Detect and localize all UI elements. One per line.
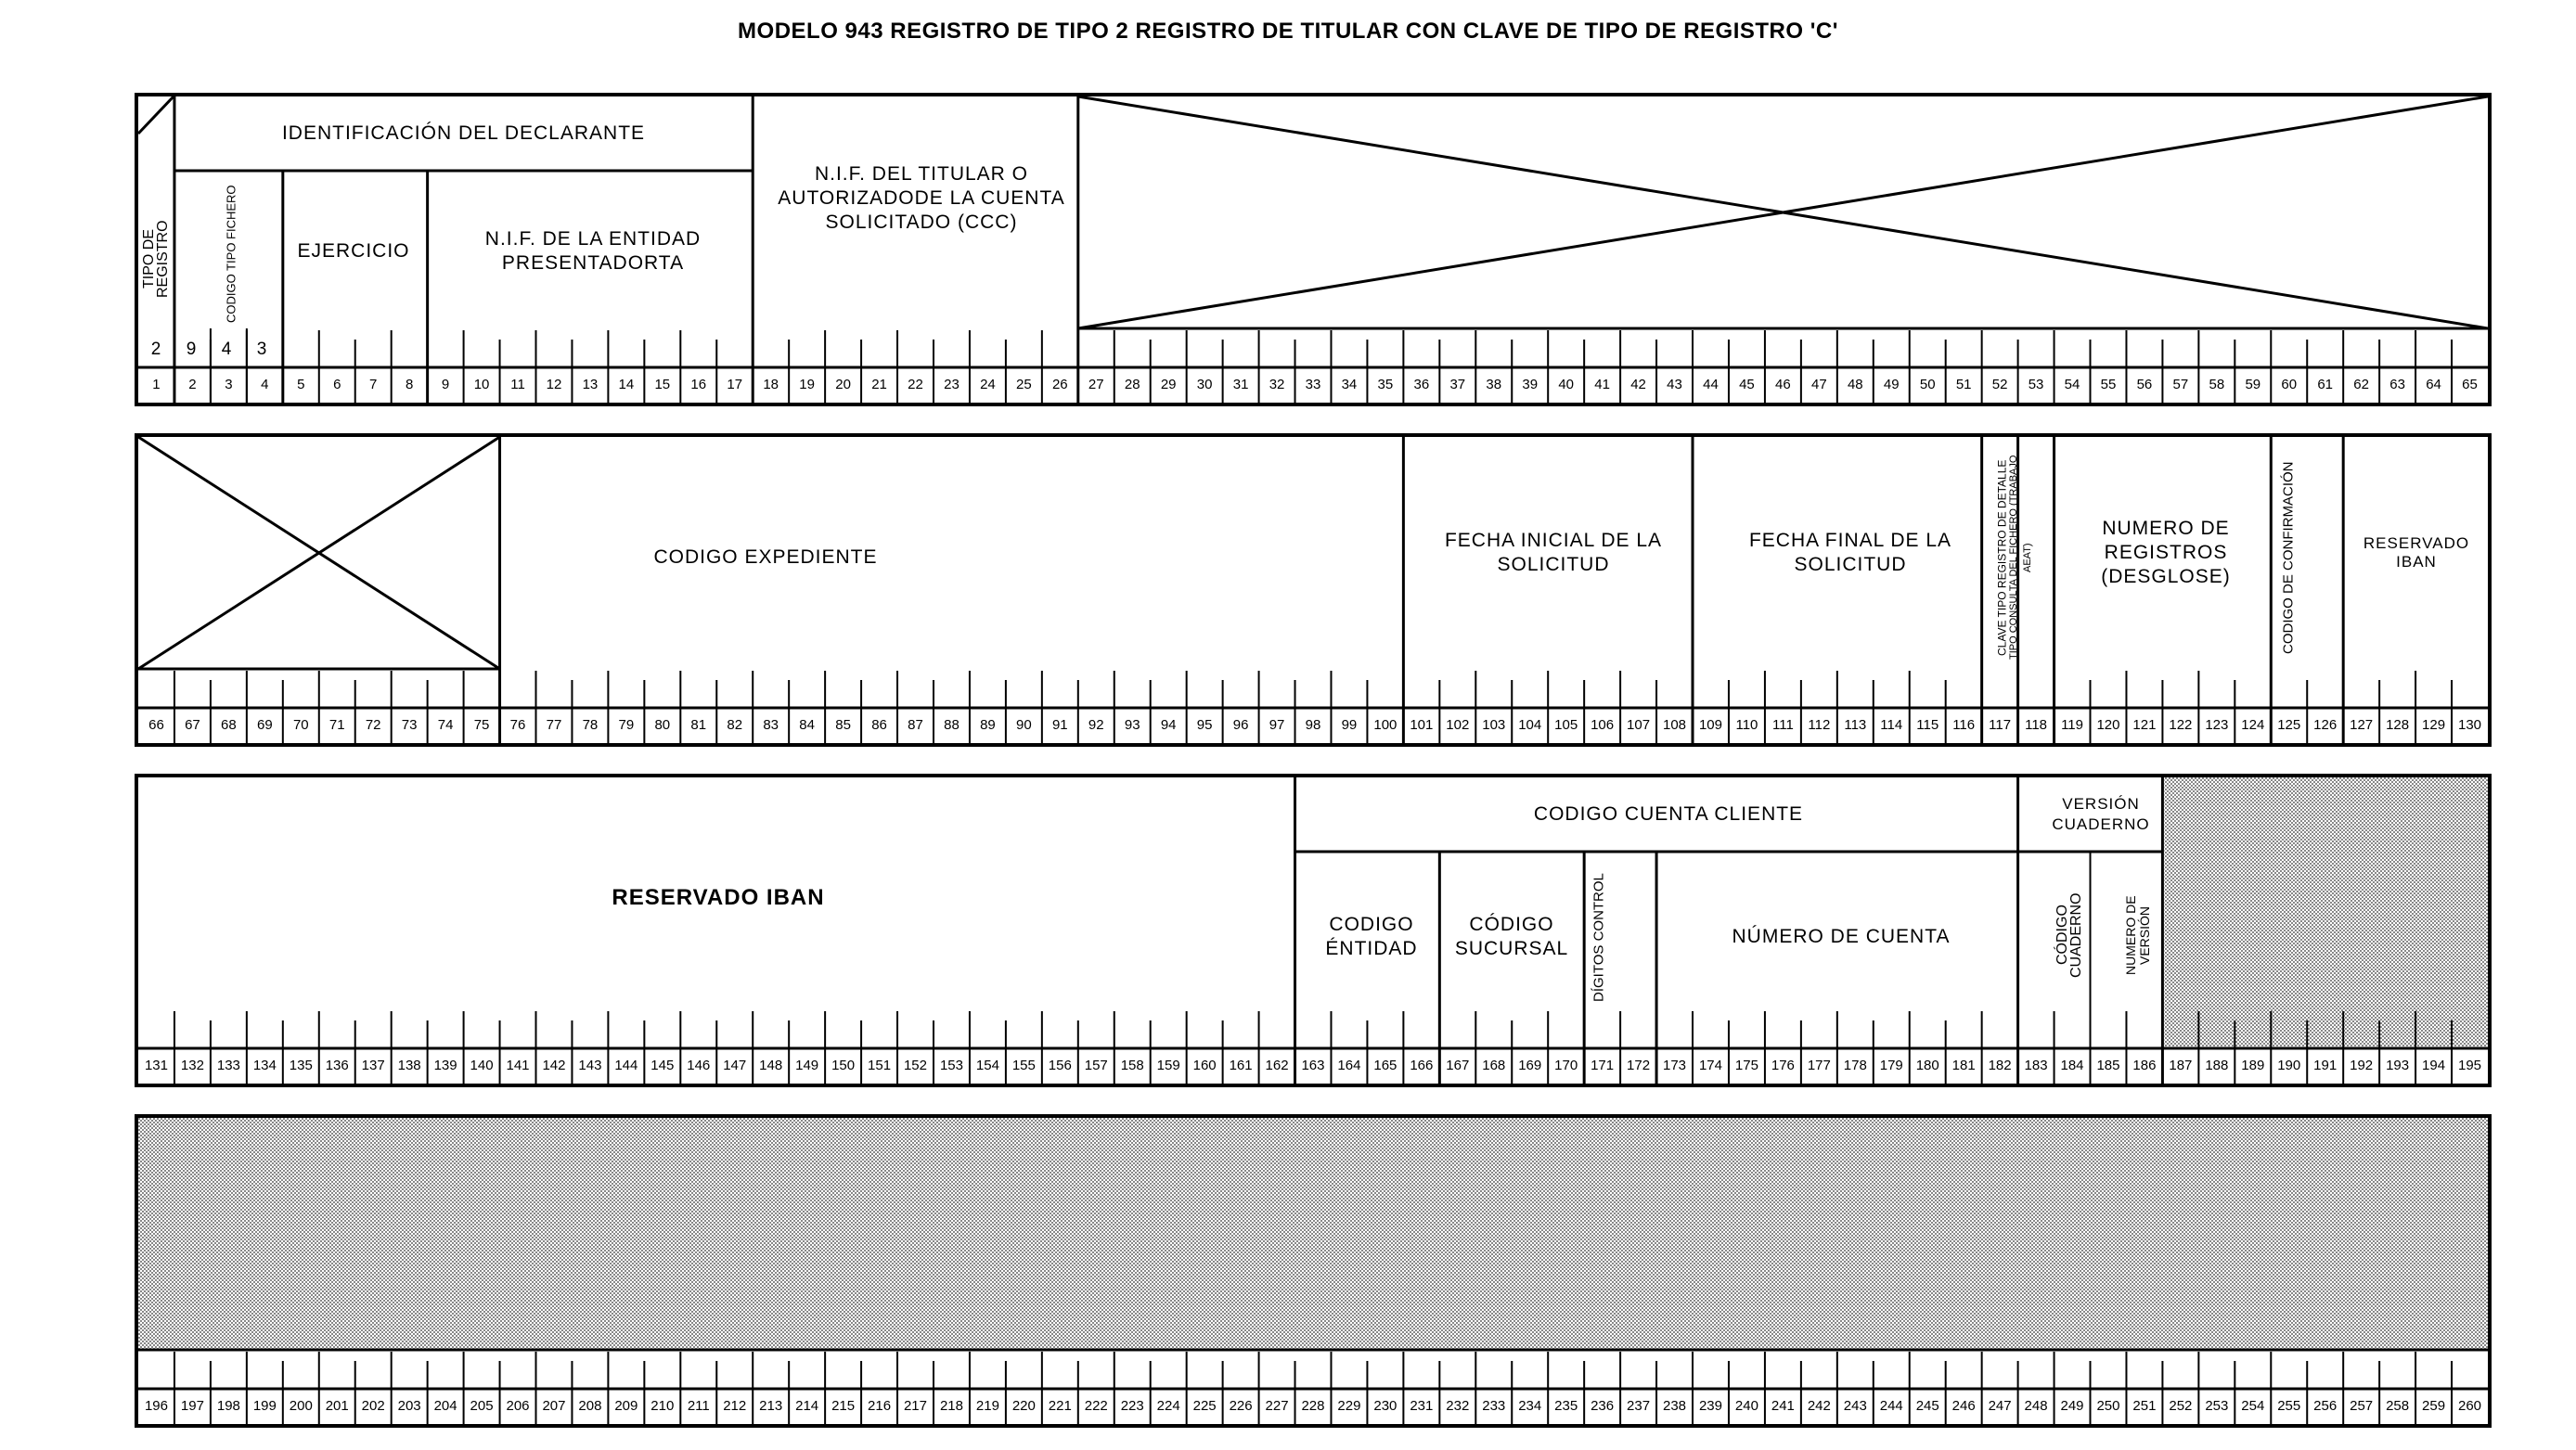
position-number: 257: [2350, 1398, 2374, 1414]
position-number: 136: [325, 1058, 349, 1073]
position-number: 189: [2241, 1058, 2265, 1073]
position-number: 154: [975, 1058, 999, 1073]
version-cuaderno-label: VERSIÓN CUADERNO: [2052, 795, 2150, 833]
position-number: 199: [252, 1398, 277, 1414]
position-number: 103: [1482, 717, 1506, 733]
numero-cuenta-label: NÚMERO DE CUENTA: [1732, 926, 1951, 947]
position-number: 50: [1919, 377, 1936, 392]
fecha-final-label: FECHA FINAL DE LA SOLICITUD: [1748, 530, 1952, 575]
position-number: 33: [1305, 377, 1321, 392]
position-number: 84: [799, 717, 815, 733]
digitos-control-label: DÍGITOS CONTROL: [1591, 873, 1607, 1002]
position-number: 61: [2317, 377, 2334, 392]
position-number: 111: [1771, 717, 1794, 733]
position-number: 253: [2205, 1398, 2229, 1414]
position-number: 114: [1880, 717, 1903, 733]
position-number: 127: [2350, 717, 2374, 733]
position-number: 51: [1955, 377, 1972, 392]
position-number: 219: [975, 1398, 999, 1414]
numero-version-label: NUMERO DE VERSIÓN: [2123, 895, 2152, 975]
position-number: 126: [2313, 717, 2338, 733]
position-number: 225: [1192, 1398, 1217, 1414]
position-number: 256: [2313, 1398, 2338, 1414]
position-number: 106: [1591, 717, 1615, 733]
position-number: 146: [687, 1058, 711, 1073]
position-number: 101: [1410, 717, 1434, 733]
position-number: 74: [437, 717, 454, 733]
position-number: 164: [1337, 1058, 1361, 1073]
position-number: 99: [1341, 717, 1358, 733]
position-number: 41: [1594, 377, 1610, 392]
position-number: 119: [2061, 717, 2083, 733]
position-number: 21: [871, 377, 887, 392]
position-number: 27: [1088, 377, 1104, 392]
position-number: 96: [1232, 717, 1249, 733]
position-number: 182: [1988, 1058, 2012, 1073]
position-number: 7: [369, 377, 378, 392]
position-number: 80: [654, 717, 671, 733]
position-number: 19: [799, 377, 815, 392]
position-number: 11: [510, 377, 525, 392]
page-title: MODELO 943 REGISTRO DE TIPO 2 REGISTRO DE TITULAR CON CLAVE DE TIPO DE REGISTRO 'C': [738, 19, 1838, 44]
position-number: 165: [1373, 1058, 1397, 1073]
position-number: 107: [1627, 717, 1651, 733]
position-number: 242: [1807, 1398, 1831, 1414]
position-number: 44: [1703, 377, 1719, 392]
position-number: 229: [1337, 1398, 1361, 1414]
position-number: 178: [1843, 1058, 1867, 1073]
position-number: 212: [723, 1398, 747, 1414]
position-number: 105: [1554, 717, 1578, 733]
position-number: 255: [2277, 1398, 2301, 1414]
position-number: 132: [180, 1058, 204, 1073]
fecha-inicial-label: FECHA INICIAL DE LA SOLICITUD: [1444, 530, 1663, 575]
position-number: 16: [690, 377, 707, 392]
position-number: 39: [1522, 377, 1539, 392]
position-number: 149: [795, 1058, 819, 1073]
position-number: 193: [2386, 1058, 2410, 1073]
position-number: 237: [1627, 1398, 1651, 1414]
position-number: 60: [2281, 377, 2298, 392]
position-number: 8: [405, 377, 414, 392]
position-number: 68: [221, 717, 237, 733]
position-number: 81: [690, 717, 707, 733]
position-number: 22: [908, 377, 923, 392]
position-number: 227: [1265, 1398, 1289, 1414]
position-number: 166: [1410, 1058, 1434, 1073]
position-number: 251: [2132, 1398, 2157, 1414]
position-number: 86: [871, 717, 887, 733]
position-number: 31: [1232, 377, 1249, 392]
position-number: 10: [473, 377, 490, 392]
position-number: 85: [835, 717, 851, 733]
position-number: 144: [614, 1058, 638, 1073]
position-number: 57: [2172, 377, 2189, 392]
position-number: 78: [582, 717, 599, 733]
position-number: 211: [687, 1398, 710, 1414]
position-number: 34: [1341, 377, 1358, 392]
position-number: 171: [1591, 1058, 1615, 1073]
position-number: 15: [654, 377, 671, 392]
position-number: 20: [835, 377, 851, 392]
position-number: 167: [1446, 1058, 1470, 1073]
position-number: 248: [2024, 1398, 2048, 1414]
position-number: 214: [795, 1398, 819, 1414]
position-number: 112: [1808, 717, 1831, 733]
position-number: 218: [939, 1398, 963, 1414]
position-number: 38: [1486, 377, 1502, 392]
position-number: 104: [1518, 717, 1542, 733]
position-number: 2: [188, 377, 197, 392]
position-number: 91: [1051, 717, 1068, 733]
position-number: 113: [1844, 717, 1867, 733]
codigo-tipo-fichero-label: CODIGO TIPO FICHERO: [224, 185, 238, 324]
record-row-4: [135, 1114, 2492, 1428]
position-number: 133: [216, 1058, 240, 1073]
position-number: 259: [2422, 1398, 2446, 1414]
position-number: 102: [1446, 717, 1470, 733]
position-number: 72: [365, 717, 381, 733]
position-number: 203: [397, 1398, 421, 1414]
position-number: 208: [578, 1398, 602, 1414]
position-number: 156: [1048, 1058, 1072, 1073]
position-number: 76: [509, 717, 526, 733]
position-number: 14: [618, 377, 635, 392]
position-number: 181: [1951, 1058, 1976, 1073]
codigo-confirmacion-label: CODIGO DE CONFIRMACIÓN: [2280, 461, 2297, 654]
position-number: 220: [1011, 1398, 1036, 1414]
position-number: 5: [297, 377, 305, 392]
codigo-entidad-label: CODIGO ÉNTIDAD: [1325, 914, 1418, 959]
codigo-expediente-label: CODIGO EXPEDIENTE: [653, 546, 878, 568]
position-number: 43: [1667, 377, 1682, 392]
position-number: 190: [2277, 1058, 2301, 1073]
position-number: 213: [759, 1398, 783, 1414]
ejercicio-label: EJERCICIO: [297, 240, 410, 262]
position-number: 35: [1377, 377, 1394, 392]
position-number: 4: [261, 377, 269, 392]
position-number: 29: [1160, 377, 1177, 392]
position-number: 173: [1663, 1058, 1687, 1073]
position-number: 200: [289, 1398, 313, 1414]
position-number: 191: [2313, 1058, 2338, 1073]
position-number: 66: [148, 717, 164, 733]
position-number: 185: [2096, 1058, 2120, 1073]
position-number: 54: [2064, 377, 2080, 392]
position-number: 247: [1988, 1398, 2012, 1414]
position-number: 42: [1630, 377, 1646, 392]
position-number: 186: [2132, 1058, 2157, 1073]
position-number: 210: [650, 1398, 675, 1414]
nif-entidad-label: N.I.F. DE LA ENTIDAD PRESENTADORTA: [484, 228, 702, 274]
position-number: 195: [2457, 1058, 2482, 1073]
position-number: 87: [908, 717, 923, 733]
position-number: 109: [1698, 717, 1722, 733]
position-number: 230: [1373, 1398, 1397, 1414]
position-number: 98: [1305, 717, 1321, 733]
position-number: 231: [1410, 1398, 1434, 1414]
position-number: 258: [2386, 1398, 2410, 1414]
position-number: 157: [1084, 1058, 1108, 1073]
position-number: 24: [980, 377, 996, 392]
position-number: 222: [1084, 1398, 1108, 1414]
position-number: 235: [1554, 1398, 1578, 1414]
position-number: 172: [1627, 1058, 1651, 1073]
position-number: 36: [1413, 377, 1430, 392]
position-number: 174: [1698, 1058, 1722, 1073]
position-number: 217: [903, 1398, 927, 1414]
grid-line: [138, 96, 174, 134]
position-number: 67: [185, 717, 200, 733]
position-number: 135: [289, 1058, 313, 1073]
position-number: 70: [292, 717, 309, 733]
position-number: 159: [1156, 1058, 1180, 1073]
position-number: 47: [1811, 377, 1827, 392]
position-number: 49: [1883, 377, 1900, 392]
position-number: 250: [2096, 1398, 2120, 1414]
position-number: 236: [1591, 1398, 1615, 1414]
position-number: 32: [1269, 377, 1285, 392]
position-number: 241: [1771, 1398, 1795, 1414]
position-number: 177: [1807, 1058, 1831, 1073]
position-number: 65: [2462, 377, 2478, 392]
shaded-area: [2164, 777, 2488, 1046]
nif-titular-label: N.I.F. DEL TITULAR O AUTORIZADODE LA CUENTA SOLICITADO (CCC): [778, 163, 1065, 233]
position-number: 176: [1771, 1058, 1795, 1073]
position-number: 160: [1192, 1058, 1217, 1073]
position-number: 121: [2132, 717, 2157, 733]
position-number: 239: [1698, 1398, 1722, 1414]
record-row-2: [135, 433, 2492, 747]
position-number: 95: [1196, 717, 1213, 733]
position-number: 117: [1989, 717, 2012, 733]
position-number: 243: [1843, 1398, 1867, 1414]
position-number: 69: [256, 717, 273, 733]
position-number: 221: [1048, 1398, 1072, 1414]
position-number: 205: [470, 1398, 494, 1414]
position-number: 18: [763, 377, 779, 392]
fixed-digit-4: 4: [221, 340, 232, 359]
position-number: 143: [578, 1058, 602, 1073]
position-number: 246: [1951, 1398, 1976, 1414]
position-number: 120: [2096, 717, 2120, 733]
position-number: 148: [759, 1058, 783, 1073]
position-number: 234: [1518, 1398, 1542, 1414]
position-number: 37: [1449, 377, 1466, 392]
position-number: 138: [397, 1058, 421, 1073]
position-number: 73: [401, 717, 418, 733]
position-number: 88: [944, 717, 960, 733]
identificacion-declarante-label: IDENTIFICACIÓN DEL DECLARANTE: [281, 122, 646, 144]
position-number: 206: [506, 1398, 530, 1414]
position-number: 147: [723, 1058, 747, 1073]
position-number: 25: [1016, 377, 1032, 392]
position-number: 58: [2209, 377, 2225, 392]
fixed-digit-9: 9: [186, 340, 197, 359]
position-number: 53: [2028, 377, 2044, 392]
position-number: 162: [1265, 1058, 1289, 1073]
position-number: 9: [441, 377, 450, 392]
position-number: 129: [2422, 717, 2446, 733]
position-number: 161: [1229, 1058, 1253, 1073]
position-number: 52: [1991, 377, 2008, 392]
tipo-registro-label: TIPO DE REGISTRO: [141, 220, 171, 298]
position-number: 163: [1301, 1058, 1325, 1073]
position-number: 64: [2426, 377, 2441, 392]
position-number: 155: [1011, 1058, 1036, 1073]
position-number: 97: [1269, 717, 1285, 733]
position-number: 141: [506, 1058, 530, 1073]
position-number: 48: [1847, 377, 1863, 392]
position-number: 226: [1229, 1398, 1253, 1414]
position-number: 244: [1879, 1398, 1903, 1414]
position-number: 110: [1735, 717, 1758, 733]
position-number: 168: [1482, 1058, 1506, 1073]
position-number: 128: [2386, 717, 2410, 733]
position-number: 131: [144, 1058, 168, 1073]
position-number: 116: [1952, 717, 1976, 733]
position-number: 28: [1124, 377, 1140, 392]
position-number: 183: [2024, 1058, 2048, 1073]
position-number: 13: [582, 377, 599, 392]
position-number: 224: [1156, 1398, 1180, 1414]
position-number: 202: [361, 1398, 385, 1414]
codigo-cuenta-cliente-label: CODIGO CUENTA CLIENTE: [1533, 803, 1804, 825]
position-number: 180: [1915, 1058, 1939, 1073]
position-number: 201: [325, 1398, 349, 1414]
position-number: 46: [1775, 377, 1791, 392]
position-number: 240: [1734, 1398, 1758, 1414]
position-number: 223: [1120, 1398, 1144, 1414]
record-row-1: [135, 93, 2492, 406]
position-number: 179: [1879, 1058, 1903, 1073]
position-number: 40: [1558, 377, 1574, 392]
position-number: 1: [152, 377, 161, 392]
position-number: 184: [2060, 1058, 2084, 1073]
position-number: 92: [1088, 717, 1104, 733]
position-number: 108: [1663, 717, 1687, 733]
position-number: 17: [727, 377, 743, 392]
position-number: 6: [333, 377, 341, 392]
position-number: 158: [1120, 1058, 1144, 1073]
position-number: 198: [216, 1398, 240, 1414]
position-number: 75: [473, 717, 490, 733]
position-number: 45: [1739, 377, 1755, 392]
shaded-area: [138, 1118, 2488, 1350]
position-number: 62: [2353, 377, 2369, 392]
position-number: 152: [903, 1058, 927, 1073]
position-number: 123: [2205, 717, 2229, 733]
position-number: 140: [470, 1058, 494, 1073]
position-number: 59: [2245, 377, 2261, 392]
position-number: 93: [1124, 717, 1140, 733]
position-number: 249: [2060, 1398, 2084, 1414]
tipo-consulta-label: TIPO CONSULTA DEL FICHERO (TRABAJO AEAT): [2008, 455, 2033, 661]
position-number: 77: [546, 717, 562, 733]
position-number: 153: [939, 1058, 963, 1073]
row-4-lines: [138, 1118, 2488, 1424]
position-number: 254: [2241, 1398, 2265, 1414]
position-number: 260: [2457, 1398, 2482, 1414]
position-number: 196: [144, 1398, 168, 1414]
position-number: 137: [361, 1058, 385, 1073]
fixed-digit-2: 2: [150, 340, 161, 359]
reservado-iban-label-row2: RESERVADO IBAN: [2363, 534, 2470, 571]
codigo-cuaderno-label: CÓDIGO CUADERNO: [2054, 892, 2084, 978]
position-number: 63: [2389, 377, 2405, 392]
position-number: 125: [2277, 717, 2301, 733]
position-number: 89: [980, 717, 996, 733]
position-number: 151: [868, 1058, 892, 1073]
position-number: 238: [1663, 1398, 1687, 1414]
position-number: 90: [1016, 717, 1032, 733]
position-number: 79: [618, 717, 635, 733]
position-number: 232: [1446, 1398, 1470, 1414]
position-number: 192: [2350, 1058, 2374, 1073]
position-number: 100: [1373, 717, 1397, 733]
position-number: 12: [546, 377, 562, 392]
record-row-3: [135, 774, 2492, 1087]
position-number: 83: [763, 717, 779, 733]
position-number: 194: [2422, 1058, 2446, 1073]
position-number: 94: [1160, 717, 1177, 733]
position-number: 169: [1518, 1058, 1542, 1073]
position-number: 142: [542, 1058, 566, 1073]
position-number: 187: [2169, 1058, 2193, 1073]
clave-tipo-label: CLAVE TIPO REGISTRO DE DETALLE: [1995, 459, 2009, 656]
position-number: 56: [2136, 377, 2153, 392]
position-number: 122: [2169, 717, 2193, 733]
numero-registros-label: NUMERO DE REGISTROS (DESGLOSE): [2101, 518, 2231, 587]
position-number: 175: [1734, 1058, 1758, 1073]
position-number: 82: [727, 717, 743, 733]
fixed-digit-3: 3: [256, 340, 267, 359]
position-number: 145: [650, 1058, 675, 1073]
position-number: 3: [225, 377, 233, 392]
position-number: 209: [614, 1398, 638, 1414]
position-number: 207: [542, 1398, 566, 1414]
position-number: 215: [831, 1398, 856, 1414]
position-number: 188: [2205, 1058, 2229, 1073]
position-number: 139: [433, 1058, 457, 1073]
position-number: 216: [868, 1398, 892, 1414]
position-number: 26: [1051, 377, 1068, 392]
position-number: 23: [944, 377, 960, 392]
position-number: 55: [2100, 377, 2117, 392]
codigo-sucursal-label: CÓDIGO SUCURSAL: [1454, 914, 1569, 959]
position-number: 134: [252, 1058, 277, 1073]
position-number: 130: [2457, 717, 2482, 733]
position-number: 228: [1301, 1398, 1325, 1414]
position-number: 252: [2169, 1398, 2193, 1414]
position-number: 233: [1482, 1398, 1506, 1414]
position-number: 71: [328, 717, 345, 733]
position-number: 30: [1196, 377, 1213, 392]
position-number: 204: [433, 1398, 457, 1414]
position-number: 197: [180, 1398, 204, 1414]
position-number: 115: [1916, 717, 1939, 733]
position-number: 170: [1554, 1058, 1578, 1073]
position-number: 118: [2025, 717, 2048, 733]
position-number: 245: [1915, 1398, 1939, 1414]
position-number: 150: [831, 1058, 856, 1073]
reservado-iban-label-row3: RESERVADO IBAN: [612, 885, 825, 910]
position-number: 124: [2241, 717, 2265, 733]
